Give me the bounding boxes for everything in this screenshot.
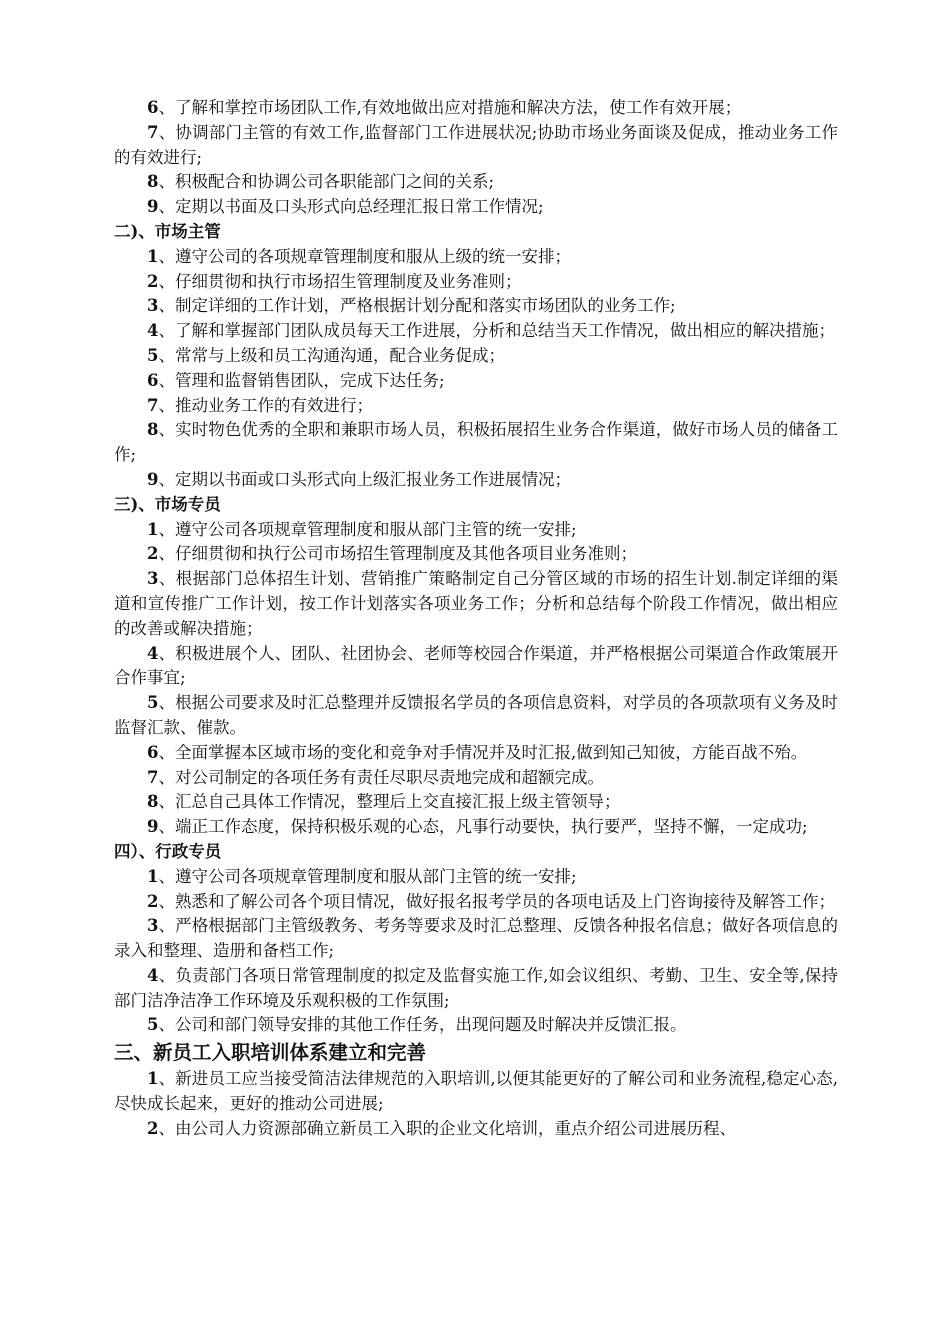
list-item: 3、严格根据部门主管级教务、考务等要求及时汇总整理、反馈各种报名信息；做好各项信息的录入和整理、造册和备档工作; (114, 916, 838, 961)
list-item: 6、全面掌握本区域市场的变化和竞争对手情况并及时汇报,做到知己知彼，方能百战不殆。 (147, 742, 808, 762)
section-heading-market-supervisor: 二)、市场主管 (114, 221, 221, 241)
list-item: 1、遵守公司各项规章管理制度和服从部门主管的统一安排; (147, 866, 577, 886)
intro-list (114, 96, 838, 220)
list-item: 8、汇总自己具体工作情况，整理后上交直接汇报上级主管领导； (147, 792, 621, 812)
list-item: 5、根据公司要求及时汇总整理并反馈报名学员的各项信息资料，对学员的各项款项有义务及时监督汇款、催款。 (114, 693, 838, 737)
list-item: 6、管理和监督销售团队，完成下达任务; (147, 370, 445, 390)
list-item: 3、制定详细的工作计划，严格根据计划分配和落实市场团队的业务工作; (147, 296, 676, 316)
list-item: 8、积极配合和协调公司各职能部门之间的关系; (147, 172, 495, 192)
list-item: 7、推动业务工作的有效进行； (147, 395, 373, 415)
list-item: 8、实时物色优秀的全职和兼职市场人员，积极拓展招生业务合作渠道，做好市场人员的储备工作; (114, 420, 838, 465)
market-specialist-list (114, 518, 838, 840)
chapter-heading-onboarding-training: 三、新员工入职培训体系建立和完善 (114, 1041, 427, 1065)
list-item: 6、了解和掌控市场团队工作,有效地做出应对措施和解决方法，使工作有效开展； (147, 98, 742, 117)
list-item: 1、遵守公司各项规章管理制度和服从部门主管的统一安排; (147, 519, 577, 539)
list-item: 4、了解和掌握部门团队成员每天工作进展，分析和总结当天工作情况，做出相应的解决措施； (147, 321, 835, 341)
list-item: 4、积极进展个人、团队、社团协会、老师等校园合作渠道，并严格根据公司渠道合作政策展开合作事宜; (114, 643, 838, 688)
list-item: 7、对公司制定的各项任务有责任尽职尽责地完成和超额完成。 (147, 767, 604, 787)
list-item: 2、仔细贯彻和执行市场招生管理制度及业务准则； (147, 271, 522, 291)
list-item: 5、常常与上级和员工沟通沟通，配合业务促成； (147, 345, 505, 365)
list-item: 9、定期以书面及口头形式向总经理汇报日常工作情况; (147, 197, 544, 217)
list-item: 2、仔细贯彻和执行公司市场招生管理制度及其他各项目业务准则； (147, 544, 637, 564)
list-item: 4、负责部门各项日常管理制度的拟定及监督实施工作,如会议组织、考勤、卫生、安全等,保持部门洁净洁净工作环境及乐观积极的工作氛围; (114, 965, 838, 1010)
list-item: 1、新进员工应当接受简洁法律规范的入职培训,以便其能更好的了解公司和业务流程,稳定心态,尽快成长起来，更好的推动公司进展; (114, 1069, 838, 1114)
list-item: 7、协调部门主管的有效工作,监督部门工作进展状况;协助市场业务面谈及促成，推动业务工作的有效进行; (114, 122, 838, 167)
section-heading-market-specialist: 三)、市场专员 (114, 494, 221, 514)
list-item: 5、公司和部门领导安排的其他工作任务，出现问题及时解决并反馈汇报。 (147, 1015, 687, 1035)
list-item: 9、端正工作态度，保持积极乐观的心态，凡事行动要快，执行要严，坚持不懈，一定成功; (147, 817, 808, 837)
section-heading-admin-specialist: 四）、行政专员 (114, 841, 222, 861)
list-item: 2、由公司人力资源部确立新员工入职的企业文化培训，重点介绍公司进展历程、 (147, 1118, 736, 1138)
list-item: 9、定期以书面或口头形式向上级汇报业务工作进展情况； (147, 469, 571, 489)
admin-specialist-list (114, 865, 838, 1039)
market-supervisor-list (114, 245, 838, 493)
document-page (114, 96, 838, 1142)
list-item: 3、根据部门总体招生计划、营销推广策略制定自己分管区域的市场的招生计划.制定详细的渠道和宣传推广工作计划，按工作计划落实各项业务工作；分析和总结每个阶段工作情况，做出相应的改善或解决措施； (114, 569, 838, 638)
list-item: 1、遵守公司的各项规章管理制度和服从上级的统一安排； (147, 246, 571, 266)
onboarding-training-list (114, 1067, 838, 1141)
list-item: 2、熟悉和了解公司各个项目情况，做好报名报考学员的各项电话及上门咨询接待及解答工作； (147, 891, 835, 911)
